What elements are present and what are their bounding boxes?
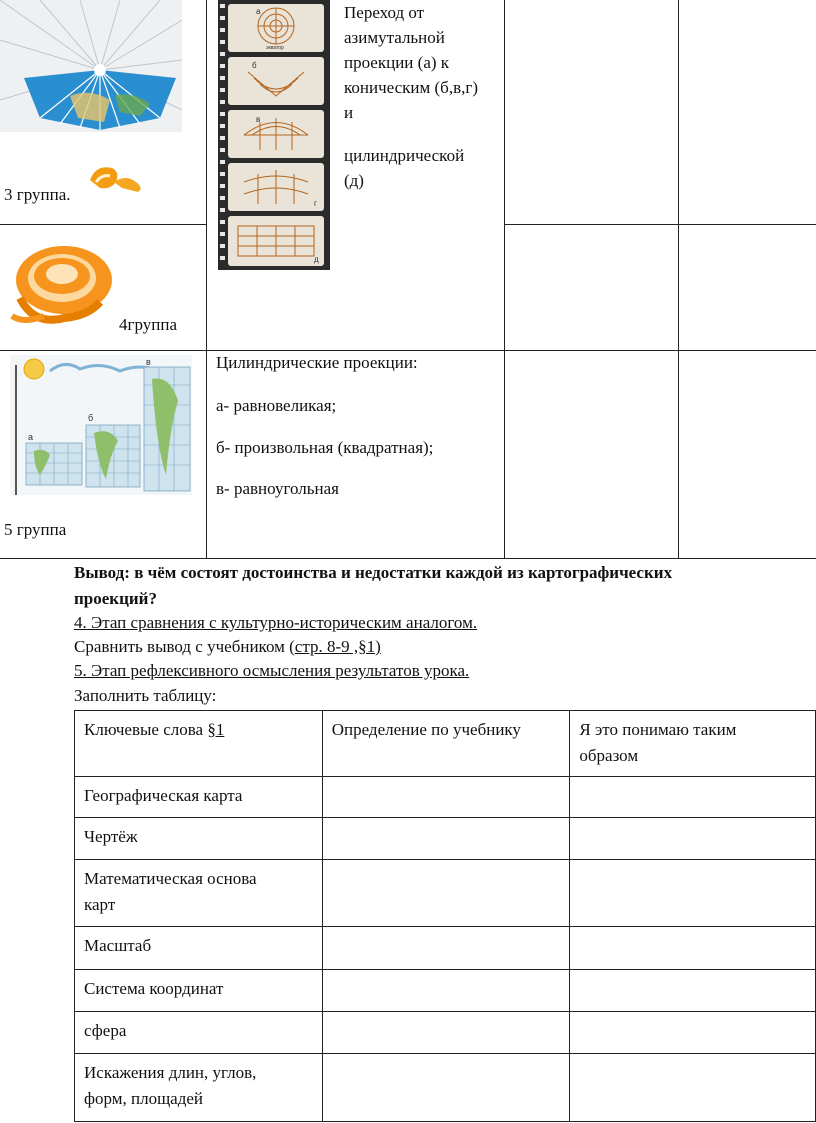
keyword-cell: Система координат [75,970,323,1012]
definition-input-cell[interactable] [322,927,570,970]
caption-line: цилиндрической [344,146,465,165]
header-definition: Определение по учебнику [322,711,570,777]
film-frame-letter: г [314,199,317,208]
orange-spiral-image [4,228,116,328]
conclusion-question-cont: проекций? [74,589,157,608]
caption-line: (д) [344,171,364,190]
caption-line: азимутальной [344,28,445,47]
table-row [75,860,816,927]
film-frame-letter: д [314,255,319,264]
keyword-cell: сфера [75,1012,323,1054]
keyword-cell: Чертёж [75,818,323,860]
table-row [75,1012,816,1054]
film-frame-letter: в [256,115,261,124]
table-row [75,777,816,818]
cylindrical-item: в- равноугольная [216,479,339,498]
caption-line: и [344,103,354,122]
understanding-input-cell[interactable] [570,818,816,860]
keyword-cell: Математическая основа карт [75,860,323,927]
cylindrical-maps-image [10,355,192,495]
group-3-label: 3 группа. [4,185,71,204]
header-understanding: Я это понимаю таким образом [570,711,816,777]
table-header-row [75,711,816,777]
understanding-input-cell[interactable] [570,1054,816,1122]
table-row [75,970,816,1012]
table-row [75,1054,816,1122]
understanding-input-cell[interactable] [570,927,816,970]
table-row [75,927,816,970]
definition-input-cell[interactable] [322,777,570,818]
caption-line: коническим (б,в,г) [344,78,478,97]
orange-peel-small-image [86,160,150,196]
definition-input-cell[interactable] [322,1012,570,1054]
film-frame-word: экватор [266,45,284,51]
table-row [75,818,816,860]
stage-5-heading: 5. Этап рефлексивного осмысления результатов урока. [74,661,470,680]
cylindrical-item: а- равновеликая; [216,396,337,415]
fill-table-instruction: Заполнить таблицу: [74,686,217,705]
definition-input-cell[interactable] [322,970,570,1012]
group-5-label: 5 группа [4,520,67,539]
understanding-input-cell[interactable] [570,970,816,1012]
definition-input-cell[interactable] [322,860,570,927]
keyword-cell: Географическая карта [75,777,323,818]
cylindrical-item: б- произвольная (квадратная); [216,438,434,457]
cylindrical-title: Цилиндрические проекции: [216,353,418,372]
understanding-input-cell[interactable] [570,777,816,818]
map-letter: а [28,432,34,442]
map-letter: в [146,357,151,367]
stage-4-heading: 4. Этап сравнения с культурно-историческим аналогом. [74,613,478,632]
understanding-input-cell[interactable] [570,1012,816,1054]
projection-film-strip-image [218,0,330,270]
caption-line: проекции (а) к [344,53,450,72]
projection-transition-caption [344,0,504,193]
definition-input-cell[interactable] [322,818,570,860]
keyword-cell: Масштаб [75,927,323,970]
header-keywords: Ключевые слова §1 [75,711,323,777]
caption-line: Переход от [344,3,425,22]
group-4-label: 4группа [119,315,177,334]
umbrella-image [0,0,182,132]
understanding-input-cell[interactable] [570,860,816,927]
keyword-cell: Искажения длин, углов, форм, площадей [75,1054,323,1122]
compare-prefix: Сравнить вывод с учебником ( [74,637,295,656]
textbook-page-link[interactable]: стр. 8-9 ,§1) [294,637,381,656]
conclusion-question: Вывод: в чём состоят достоинства и недостатки каждой из картографических [74,563,673,582]
compare-instruction [74,635,381,659]
film-frame-letter: б [252,61,257,70]
map-letter: б [88,413,94,423]
keywords-table [74,710,816,1122]
definition-input-cell[interactable] [322,1054,570,1122]
section-link[interactable]: §1 [207,720,225,739]
film-frame-letter: а [256,7,261,16]
